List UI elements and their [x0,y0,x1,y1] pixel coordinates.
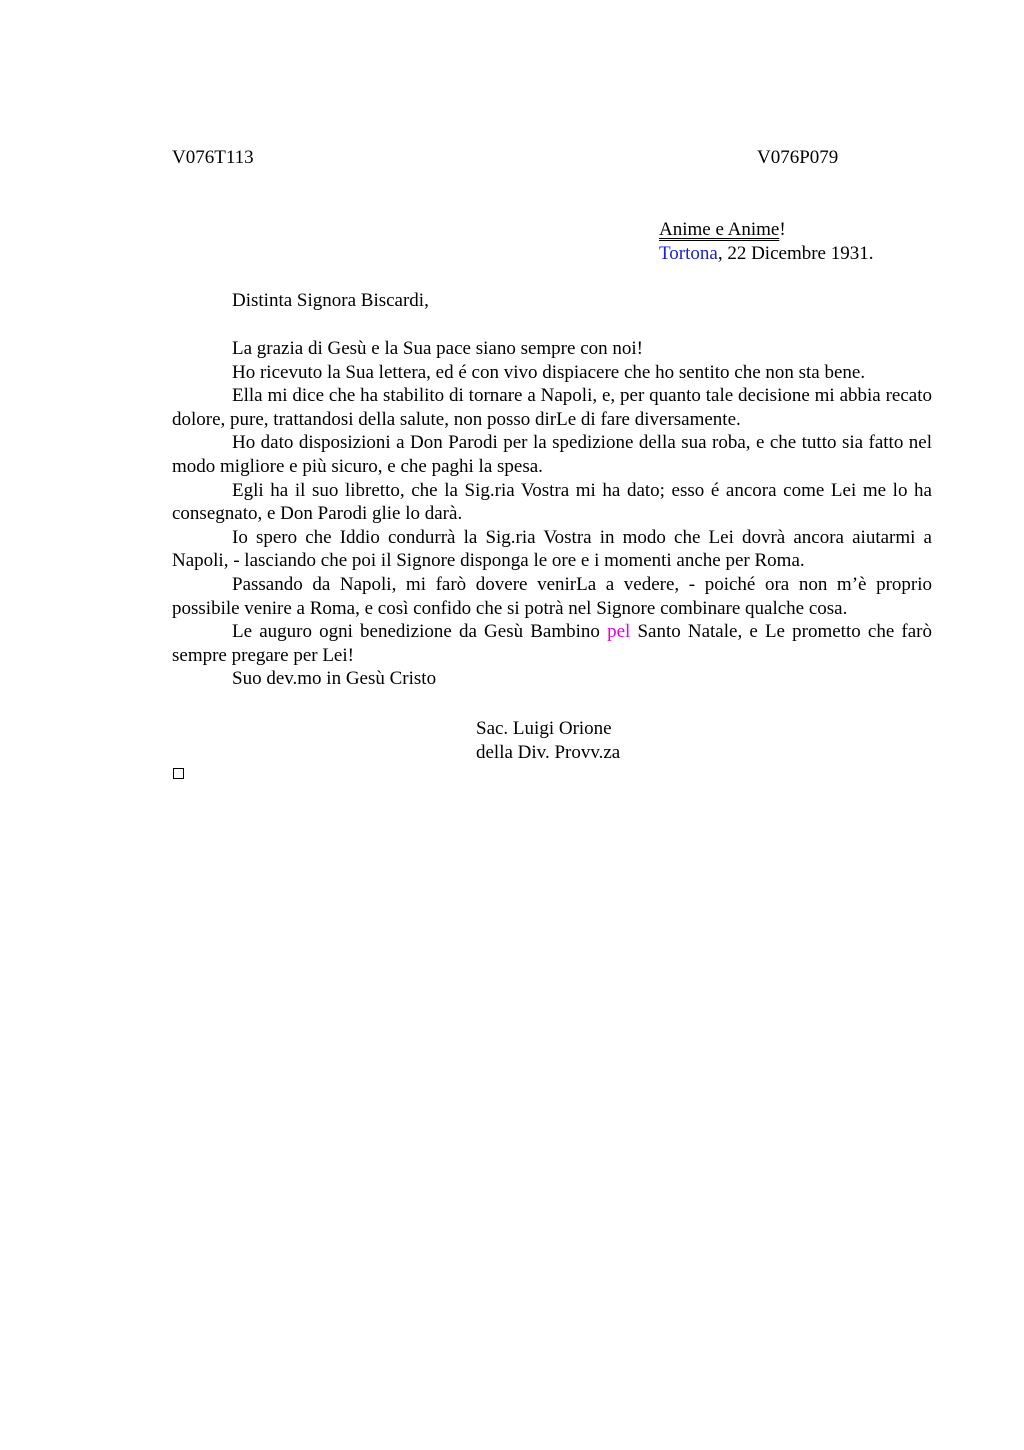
document-reference-left: V076T113 [172,147,254,168]
motto [659,218,873,242]
blessing-before: Le auguro ogni benedizione da Gesù Bambino [232,621,608,643]
salutation: Distinta Signora Biscardi, [232,290,429,311]
motto-suffix: ! [779,219,786,240]
dateline-date: , 22 Dicembre 1931. [717,242,874,264]
signature-block [476,717,620,764]
end-marker-box [173,768,184,779]
paragraph: Ella mi dice che ha stabilito di tornare a Napoli, e, per quanto tale decisione mi abbia recato dolore, pure, trattandosi della salute, non posso dirLe di fare diversamente. [172,385,932,430]
motto-text: Anime e Anime [659,219,780,240]
signature-name: Sac. Luigi Orione [476,718,612,739]
document-reference-right: V076P079 [757,147,839,168]
letter-body [172,337,932,691]
paragraph: Ho dato disposizioni a Don Parodi per la spedizione della sua roba, e che tutto sia fatto nel modo migliore e più sicuro, e che paghi la spesa. [172,432,932,477]
closing: Suo dev.mo in Gesù Cristo [232,668,437,690]
blessing-after: Santo Natale, e Le prometto che farò sempre pregare per Lei! [172,621,932,666]
paragraph: Egli ha il suo libretto, che la Sig.ria Vostra mi ha dato; esso é ancora come Lei me lo ha consegnato, e Don Parodi glie lo darà. [172,479,932,525]
paragraph: Passando da Napoli, mi farò dovere venirLa a vedere, - poiché ora non m’è proprio possibile venire a Roma, e così confido che si potrà nel Signore combinare qualche cosa. [172,573,932,619]
signature-title: della Div. Provv.za [476,741,621,763]
blessing-highlight: pel [607,621,631,643]
letter-heading [659,218,873,265]
paragraph: La grazia di Gesù e la Sua pace siano sempre con noi! [232,338,643,359]
paragraph: Io spero che Iddio condurrà la Sig.ria Vostra in modo che Lei dovrà ancora aiutarmi a Napoli, - lasciando che poi il Signore disponga le ore e i momenti anche per Roma. [172,526,932,572]
dateline-place: Tortona [659,242,718,264]
paragraph: Ho ricevuto la Sua lettera, ed é con vivo dispiacere che ho sentito che non sta bene. [232,361,866,383]
dateline [659,242,873,266]
paragraph-blessing [172,620,932,667]
